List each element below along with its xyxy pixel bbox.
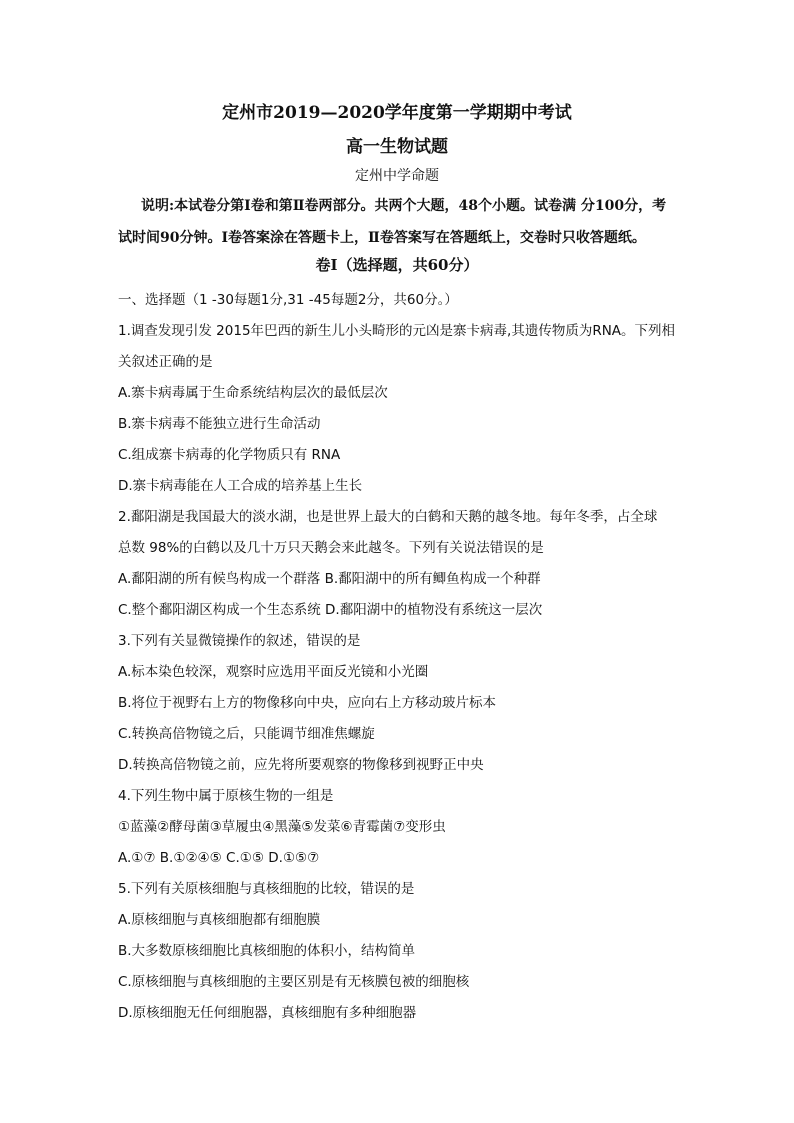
question-2-stem-cont: 总数 98%的白鹤以及几十万只天鹅会来此越冬。下列有关说法错误的是 [118,540,544,556]
question-4-stem: 4.下列生物中属于原核生物的一组是 [118,788,334,804]
instructions-line-2: 试时间90分钟。Ⅰ卷答案涂在答题卡上，Ⅱ卷答案写在答题纸上，交卷时只收答题纸。 [118,230,646,246]
exam-subtitle: 高一生物试题 [346,137,448,157]
question-1-stem-cont: 关叙述正确的是 [118,354,213,370]
exam-author: 定州中学命题 [355,168,439,184]
question-1-stem: 1.调查发现引发 2015年巴西的新生儿小头畸形的元凶是寨卡病毒,其遗传物质为RNA。下列相 [118,323,676,339]
instructions-line-1: 说明:本试卷分第Ⅰ卷和第Ⅱ卷两部分。共两个大题，48个小题。试卷满 分100分，考 [141,198,667,214]
question-4-items: ①蓝藻②酵母菌③草履虫④黑藻⑤发菜⑥青霉菌⑦变形虫 [118,819,446,835]
question-3-option-b: B.将位于视野右上方的物像移向中央，应向右上方移动玻片标本 [118,695,497,711]
exam-title: 定州市2019—2020学年度第一学期期中考试 [222,103,572,123]
question-4-options: A.①⑦ B.①②④⑤ C.①⑤ D.①⑤⑦ [118,850,320,866]
question-1-option-c: C.组成寨卡病毒的化学物质只有 RNA [118,447,341,463]
question-2-options-cd: C.整个鄱阳湖区构成一个生态系统 D.鄱阳湖中的植物没有系统这一层次 [118,602,543,618]
question-2-options-ab: A.鄱阳湖的所有候鸟构成一个群落 B.鄱阳湖中的所有鲫鱼构成一个种群 [118,571,541,587]
section-intro: 一、选择题（1 -30每题1分,31 -45每题2分，共60分。） [118,292,458,308]
question-5-option-b: B.大多数原核细胞比真核细胞的体积小，结构简单 [118,943,416,959]
section-heading: 卷Ⅰ（选择题，共60分） [315,256,479,274]
question-5-stem: 5.下列有关原核细胞与真核细胞的比较，错误的是 [118,881,415,897]
question-3-option-c: C.转换高倍物镜之后，只能调节细准焦螺旋 [118,726,375,742]
question-1-option-d: D.寨卡病毒能在人工合成的培养基上生长 [118,478,363,494]
question-1-option-b: B.寨卡病毒不能独立进行生命活动 [118,416,321,432]
question-2-stem: 2.鄱阳湖是我国最大的淡水湖，也是世界上最大的白鹤和天鹅的越冬地。每年冬季，占全球 [118,509,658,525]
question-3-stem: 3.下列有关显微镜操作的叙述，错误的是 [118,633,361,649]
question-5-option-c: C.原核细胞与真核细胞的主要区别是有无核膜包被的细胞核 [118,974,470,990]
question-5-option-d: D.原核细胞无任何细胞器，真核细胞有多种细胞器 [118,1005,417,1021]
question-5-option-a: A.原核细胞与真核细胞都有细胞膜 [118,912,321,928]
question-1-option-a: A.寨卡病毒属于生命系统结构层次的最低层次 [118,385,388,401]
question-3-option-a: A.标本染色较深，观察时应选用平面反光镜和小光圈 [118,664,429,680]
question-3-option-d: D.转换高倍物镜之前，应先将所要观察的物像移到视野正中央 [118,757,484,773]
